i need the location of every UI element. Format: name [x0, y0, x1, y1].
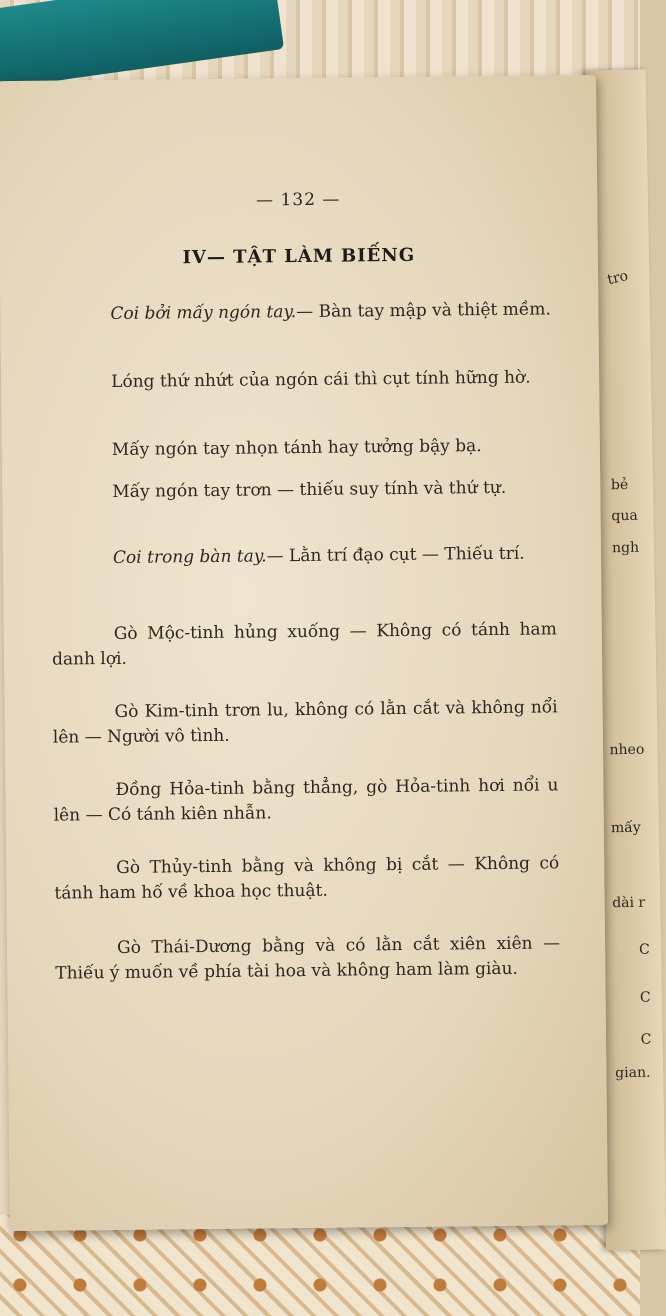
paragraph-lead: Coi bởi mấy ngón tay.— — [110, 301, 314, 324]
paragraph-text: Gò Thái-Dương bằng và có lằn cắt xiên xiên — Thiếu ý muốn về phía tài hoa và không ham làm giàu. — [55, 933, 561, 984]
page-number: — 132 — — [256, 189, 341, 211]
paragraph — [49, 365, 554, 395]
chapter-title: IV— TẬT LÀM BIẾNG — [182, 244, 416, 269]
paragraph-text: Mấy ngón tay nhọn tánh hay tưởng bậy bạ. — [111, 436, 482, 460]
next-page-fragment: tro — [605, 267, 630, 289]
paragraph — [50, 475, 555, 505]
next-page-fragment: dài r — [612, 894, 646, 912]
paragraph — [51, 541, 556, 571]
paragraph-text: Lằn trí đạo cụt — Thiếu trí. — [283, 543, 525, 567]
book-page — [0, 75, 608, 1231]
paragraph-text: Đồng Hỏa-tinh bằng thẳng, gò Hỏa-tinh hơi nổi u lên — Có tánh kiên nhẫn. — [53, 775, 559, 826]
next-page-fragment: gian. — [615, 1064, 651, 1082]
paragraph-text: Mấy ngón tay trơn — thiếu suy tính và thứ tự. — [112, 477, 507, 502]
next-page-fragment: nheo — [609, 741, 645, 759]
next-page-fragment: C — [638, 941, 650, 958]
paragraph — [53, 773, 558, 828]
paragraph-text: Gò Kim-tinh trơn lu, không có lằn cắt và không nổi lên — Người vô tình. — [52, 697, 558, 748]
next-page-fragment: bẻ — [610, 476, 629, 494]
paragraph-text: Gò Mộc-tinh hủng xuống — Không có tánh ham danh lợi. — [51, 619, 557, 670]
paragraph-text: Lóng thứ nhứt của ngón cái thì cụt tính hững hờ. — [111, 367, 531, 392]
next-page-fragment: C — [640, 1031, 652, 1048]
next-page-fragment: mấy — [610, 819, 641, 837]
paragraph — [48, 297, 553, 327]
paragraph-text: Gò Thủy-tinh bằng và không bị cắt — Không có tánh ham hố về khoa học thuật. — [54, 853, 560, 904]
next-page-fragment: qua — [611, 507, 638, 525]
paragraph — [54, 851, 559, 906]
paragraph — [55, 931, 560, 986]
next-page-fragment: C — [639, 989, 651, 1006]
paragraph — [52, 695, 557, 750]
paragraph-text: Bàn tay mập và thiệt mềm. — [313, 299, 551, 322]
paragraph — [50, 433, 555, 463]
paragraph-lead: Coi trong bàn tay.— — [112, 546, 284, 568]
paragraph — [52, 617, 557, 672]
next-page-fragment: ngh — [611, 539, 640, 557]
